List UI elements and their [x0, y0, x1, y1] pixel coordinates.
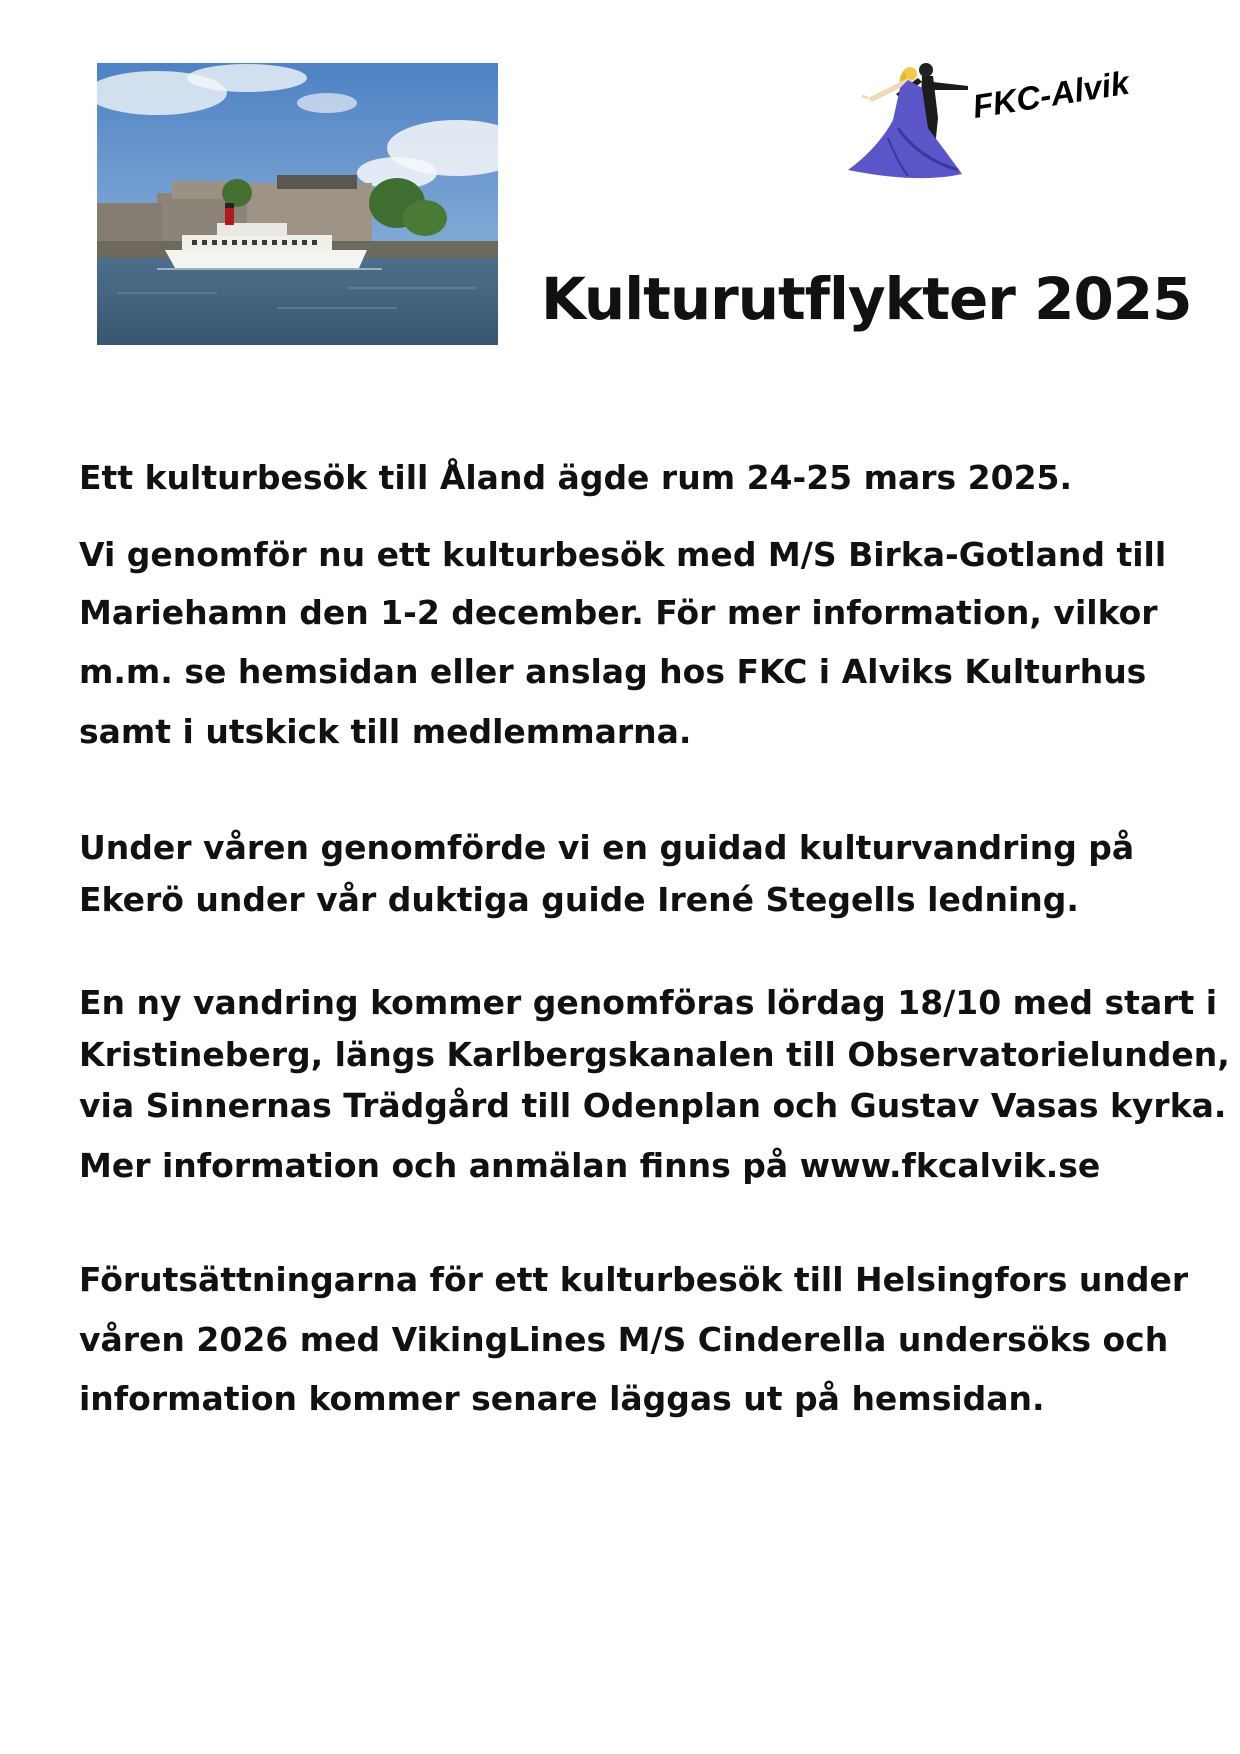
paragraph-line: Förutsättningarna för ett kulturbesök till Helsingfors under: [79, 1260, 1189, 1299]
paragraph-line: information kommer senare läggas ut på hemsidan.: [79, 1379, 1045, 1418]
paragraph-line: samt i utskick till medlemmarna.: [79, 712, 692, 751]
page-title: Kulturutflykter 2025: [541, 265, 1192, 333]
paragraph-line: En ny vandring kommer genomföras lördag 18/10 med start i: [79, 983, 1218, 1022]
logo-text: FKC-Alvik: [970, 63, 1132, 126]
paragraph-line: Vi genomför nu ett kulturbesök med M/S Birka-Gotland till: [79, 535, 1167, 574]
header-photo: [97, 63, 498, 345]
paragraph-line: via Sinnernas Trädgård till Odenplan och Gustav Vasas kyrka.: [79, 1086, 1227, 1125]
paragraph-line: Ekerö under vår duktiga guide Irené Stegells ledning.: [79, 880, 1079, 919]
paragraph-line: Mer information och anmälan finns på www.fkcalvik.se: [79, 1146, 1101, 1185]
fkc-alvik-logo: [838, 58, 1178, 188]
paragraph-line: m.m. se hemsidan eller anslag hos FKC i Alviks Kulturhus: [79, 652, 1147, 691]
dancing-couple-icon: [838, 58, 998, 186]
paragraph-line: Mariehamn den 1-2 december. För mer information, vilkor: [79, 593, 1158, 632]
paragraph-line: Ett kulturbesök till Åland ägde rum 24-25 mars 2025.: [79, 458, 1073, 497]
paragraph-line: Kristineberg, längs Karlbergskanalen till Observatorielunden,: [79, 1035, 1230, 1074]
paragraph-line: våren 2026 med VikingLines M/S Cinderella undersöks och: [79, 1320, 1169, 1359]
paragraph-line: Under våren genomförde vi en guidad kulturvandring på: [79, 828, 1135, 867]
